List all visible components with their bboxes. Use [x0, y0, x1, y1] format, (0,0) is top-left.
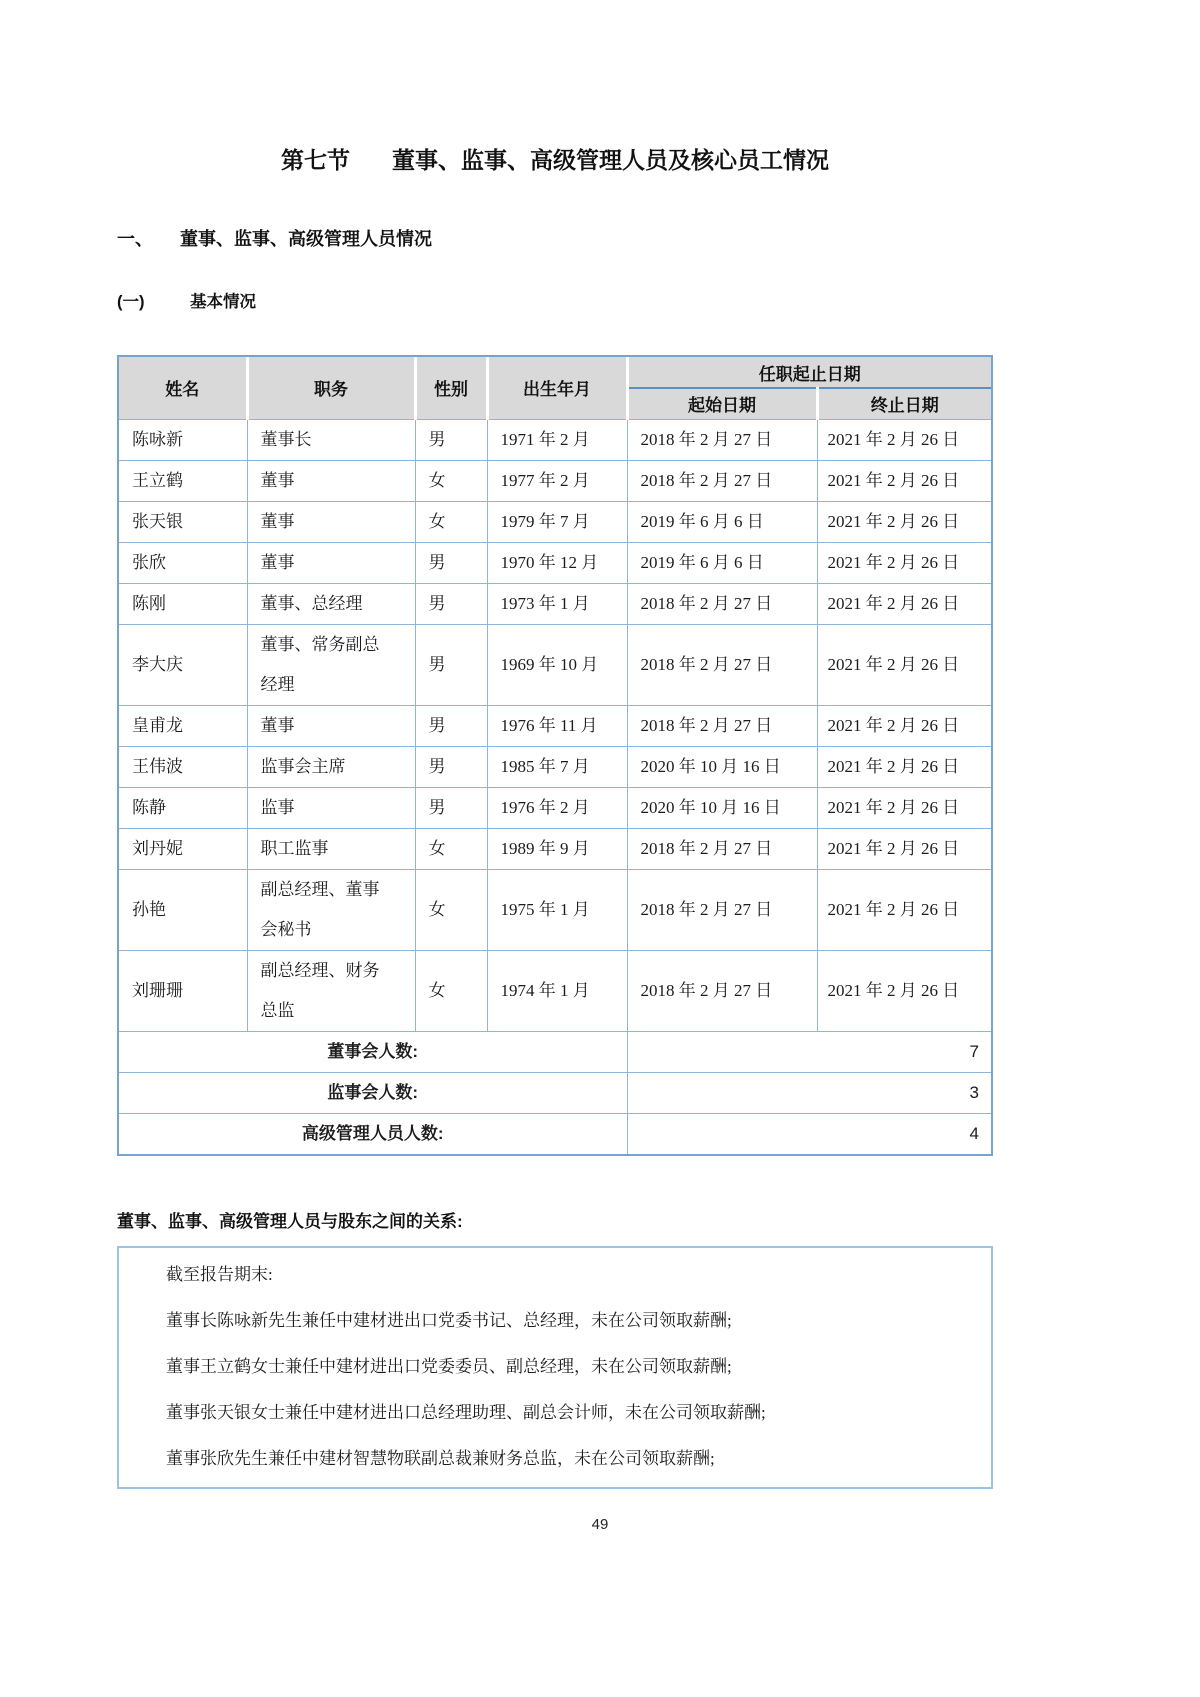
- cell-start-date: 2018 年 2 月 27 日: [627, 624, 817, 705]
- cell-gender: 男: [415, 624, 487, 705]
- table-row: [119, 542, 991, 583]
- section-title: 董事、监事、高级管理人员情况: [180, 229, 432, 249]
- cell-gender: 女: [415, 869, 487, 950]
- summary-value: 4: [627, 1113, 991, 1154]
- cell-gender: 男: [415, 746, 487, 787]
- summary-value: 7: [627, 1031, 991, 1072]
- cell-end-date: 2021 年 2 月 26 日: [817, 828, 991, 869]
- table-body: [119, 419, 991, 1154]
- cell-birth: 1970 年 12 月: [487, 542, 627, 583]
- cell-birth: 1973 年 1 月: [487, 583, 627, 624]
- summary-row: [119, 1072, 991, 1113]
- summary-label: 高级管理人员人数:: [119, 1113, 627, 1154]
- cell-position: 董事长: [247, 419, 415, 460]
- table-row: [119, 869, 991, 950]
- cell-start-date: 2018 年 2 月 27 日: [627, 460, 817, 501]
- cell-name: 王伟波: [119, 746, 247, 787]
- cell-position: 董事: [247, 705, 415, 746]
- cell-name: 皇甫龙: [119, 705, 247, 746]
- cell-start-date: 2018 年 2 月 27 日: [627, 950, 817, 1031]
- cell-start-date: 2020 年 10 月 16 日: [627, 746, 817, 787]
- cell-end-date: 2021 年 2 月 26 日: [817, 460, 991, 501]
- cell-birth: 1979 年 7 月: [487, 501, 627, 542]
- cell-name: 陈咏新: [119, 419, 247, 460]
- page-title: [117, 0, 993, 175]
- relationship-line: 董事张天银女士兼任中建材进出口总经理助理、副总会计师，未在公司领取薪酬;: [166, 1402, 766, 1422]
- relationship-line: 截至报告期末:: [166, 1264, 273, 1284]
- cell-gender: 女: [415, 950, 487, 1031]
- table-row: [119, 583, 991, 624]
- header-position: 职务: [247, 357, 415, 419]
- cell-start-date: 2018 年 2 月 27 日: [627, 869, 817, 950]
- table-row: [119, 501, 991, 542]
- relationship-line: 董事王立鹤女士兼任中建材进出口党委委员、副总经理，未在公司领取薪酬;: [166, 1356, 732, 1376]
- basic-info-table: [119, 357, 991, 1154]
- chapter-title: 董事、监事、高级管理人员及核心员工情况: [392, 147, 829, 173]
- cell-end-date: 2021 年 2 月 26 日: [817, 501, 991, 542]
- cell-end-date: 2021 年 2 月 26 日: [817, 542, 991, 583]
- cell-birth: 1969 年 10 月: [487, 624, 627, 705]
- cell-gender: 男: [415, 583, 487, 624]
- cell-position: 董事: [247, 542, 415, 583]
- cell-position: 监事会主席: [247, 746, 415, 787]
- summary-row: [119, 1113, 991, 1154]
- cell-name: 王立鹤: [119, 460, 247, 501]
- cell-position: 监事: [247, 787, 415, 828]
- cell-position: 董事: [247, 460, 415, 501]
- cell-gender: 男: [415, 787, 487, 828]
- cell-gender: 男: [415, 419, 487, 460]
- summary-label: 监事会人数:: [119, 1072, 627, 1113]
- cell-birth: 1975 年 1 月: [487, 869, 627, 950]
- chapter-label: 第七节: [281, 147, 350, 173]
- cell-end-date: 2021 年 2 月 26 日: [817, 746, 991, 787]
- header-birth: 出生年月: [487, 357, 627, 419]
- page-number: 49: [591, 1516, 609, 1533]
- cell-start-date: 2019 年 6 月 6 日: [627, 542, 817, 583]
- cell-position: 副总经理、财务总监: [247, 950, 415, 1031]
- cell-gender: 男: [415, 542, 487, 583]
- subsection-heading: [117, 288, 993, 312]
- cell-birth: 1989 年 9 月: [487, 828, 627, 869]
- summary-value: 3: [627, 1072, 991, 1113]
- cell-start-date: 2018 年 2 月 27 日: [627, 828, 817, 869]
- cell-end-date: 2021 年 2 月 26 日: [817, 787, 991, 828]
- cell-name: 陈静: [119, 787, 247, 828]
- relationship-line: 董事张欣先生兼任中建材智慧物联副总裁兼财务总监，未在公司领取薪酬;: [166, 1448, 715, 1468]
- cell-name: 张天银: [119, 501, 247, 542]
- cell-start-date: 2018 年 2 月 27 日: [627, 705, 817, 746]
- cell-gender: 女: [415, 460, 487, 501]
- header-gender: 性别: [415, 357, 487, 419]
- cell-birth: 1985 年 7 月: [487, 746, 627, 787]
- cell-gender: 女: [415, 828, 487, 869]
- relationship-heading: 董事、监事、高级管理人员与股东之间的关系:: [117, 1211, 463, 1231]
- header-name: 姓名: [119, 357, 247, 419]
- table-header: [119, 357, 991, 419]
- cell-birth: 1977 年 2 月: [487, 460, 627, 501]
- cell-birth: 1971 年 2 月: [487, 419, 627, 460]
- table-row: [119, 746, 991, 787]
- basic-info-table-frame: [117, 355, 993, 1156]
- table-row: [119, 705, 991, 746]
- cell-end-date: 2021 年 2 月 26 日: [817, 705, 991, 746]
- section-number: 一、: [117, 229, 153, 249]
- summary-label: 董事会人数:: [119, 1031, 627, 1072]
- summary-row: [119, 1031, 991, 1072]
- table-row: [119, 787, 991, 828]
- cell-position: 董事: [247, 501, 415, 542]
- table-row: [119, 828, 991, 869]
- cell-name: 刘珊珊: [119, 950, 247, 1031]
- cell-position: 董事、常务副总经理: [247, 624, 415, 705]
- cell-end-date: 2021 年 2 月 26 日: [817, 419, 991, 460]
- cell-name: 陈刚: [119, 583, 247, 624]
- cell-name: 孙艳: [119, 869, 247, 950]
- cell-birth: 1976 年 2 月: [487, 787, 627, 828]
- table-row: [119, 624, 991, 705]
- cell-gender: 女: [415, 501, 487, 542]
- header-tenure-group: 任职起止日期: [627, 357, 991, 388]
- header-start-date: 起始日期: [627, 388, 817, 419]
- cell-birth: 1974 年 1 月: [487, 950, 627, 1031]
- cell-position: 职工监事: [247, 828, 415, 869]
- cell-start-date: 2018 年 2 月 27 日: [627, 419, 817, 460]
- cell-birth: 1976 年 11 月: [487, 705, 627, 746]
- cell-position: 副总经理、董事会秘书: [247, 869, 415, 950]
- cell-end-date: 2021 年 2 月 26 日: [817, 950, 991, 1031]
- cell-start-date: 2020 年 10 月 16 日: [627, 787, 817, 828]
- subsection-number: (一): [117, 293, 145, 311]
- relationship-line: 董事长陈咏新先生兼任中建材进出口党委书记、总经理，未在公司领取薪酬;: [166, 1310, 732, 1330]
- table-row: [119, 950, 991, 1031]
- section-heading: [117, 225, 993, 251]
- cell-end-date: 2021 年 2 月 26 日: [817, 583, 991, 624]
- cell-position: 董事、总经理: [247, 583, 415, 624]
- cell-end-date: 2021 年 2 月 26 日: [817, 869, 991, 950]
- cell-gender: 男: [415, 705, 487, 746]
- header-end-date: 终止日期: [817, 388, 991, 419]
- table-row: [119, 460, 991, 501]
- table-row: [119, 419, 991, 460]
- relationship-box: [117, 1246, 993, 1489]
- cell-start-date: 2018 年 2 月 27 日: [627, 583, 817, 624]
- cell-name: 李大庆: [119, 624, 247, 705]
- cell-name: 刘丹妮: [119, 828, 247, 869]
- subsection-title: 基本情况: [190, 293, 256, 311]
- cell-start-date: 2019 年 6 月 6 日: [627, 501, 817, 542]
- cell-name: 张欣: [119, 542, 247, 583]
- cell-end-date: 2021 年 2 月 26 日: [817, 624, 991, 705]
